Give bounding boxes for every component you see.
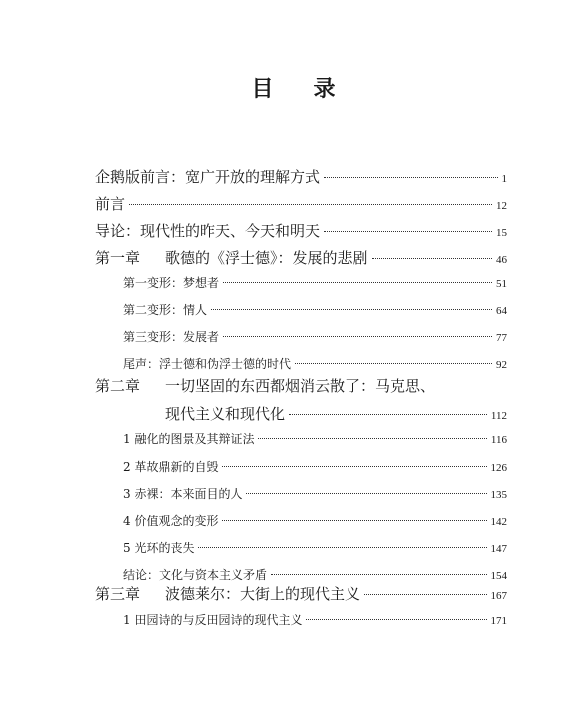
chapter-label: 第一章	[95, 249, 141, 267]
toc-entry-page: 167	[490, 590, 507, 602]
toc-entry-page: 116	[490, 434, 507, 446]
toc-entry-page: 135	[490, 489, 507, 501]
toc-subentry[interactable]	[123, 611, 507, 628]
toc-entry-title: 尾声：浮士德和伪浮士德的时代	[123, 357, 292, 371]
toc-entry-page: 1	[501, 173, 507, 185]
toc-subentry[interactable]	[123, 430, 507, 447]
toc-entry-title: 1 田园诗的与反田园诗的现代主义	[123, 613, 303, 627]
leader-dots	[372, 258, 492, 259]
toc-entry-title: 波德莱尔：大街上的现代主义	[165, 585, 361, 603]
toc-subentry[interactable]	[123, 566, 507, 583]
toc-entry-title: 第二变形：情人	[123, 303, 208, 317]
leader-dots	[306, 619, 486, 620]
toc-entry[interactable]	[95, 220, 507, 241]
toc-entry-page: 126	[490, 462, 507, 474]
toc-subentry[interactable]	[123, 539, 507, 556]
toc-entry-title: 一切坚固的东西都烟消云散了：马克思、	[165, 377, 436, 395]
toc-entry-page: 77	[496, 332, 507, 344]
toc-subentry[interactable]	[123, 301, 507, 318]
leader-dots	[324, 177, 497, 178]
toc-entry-title: 2 革故鼎新的自毁	[123, 460, 219, 474]
chapter-label: 第三章	[95, 585, 141, 603]
toc-entry-title: 4 价值观念的变形	[123, 514, 219, 528]
toc-entry-title: 结论：文化与资本主义矛盾	[123, 568, 268, 582]
toc-chapter-entry-cont[interactable]	[165, 403, 507, 424]
leader-dots	[289, 414, 487, 415]
leader-dots	[222, 520, 486, 521]
leader-dots	[246, 493, 486, 494]
leader-dots	[223, 336, 492, 337]
toc-entry-page: 154	[490, 570, 507, 582]
toc-entry-page: 15	[496, 227, 507, 239]
toc-subentry[interactable]	[123, 274, 507, 291]
toc-subentry[interactable]	[123, 458, 507, 475]
toc-subentry[interactable]	[123, 485, 507, 502]
title-char-2: 录	[313, 77, 336, 102]
toc-entry-title-cont: 现代主义和现代化	[165, 405, 286, 423]
toc-entry-title: 5 光环的丧失	[123, 541, 195, 555]
toc-entry-page: 64	[496, 305, 507, 317]
toc-entry[interactable]	[95, 193, 507, 214]
toc-entry-page: 171	[490, 615, 507, 627]
toc-subentry[interactable]	[123, 512, 507, 529]
toc-entry-page: 12	[496, 200, 507, 212]
toc-chapter-entry[interactable]	[95, 375, 507, 396]
toc-entry-title: 前言	[95, 195, 126, 213]
toc-subentry[interactable]	[123, 328, 507, 345]
toc-entry-page: 46	[496, 254, 507, 266]
leader-dots	[223, 282, 492, 283]
toc-entry-title: 歌德的《浮士德》：发展的悲剧	[165, 249, 368, 267]
toc-entry-title: 企鹅版前言：宽广开放的理解方式	[95, 168, 321, 186]
toc-entry-title: 第一变形：梦想者	[123, 276, 220, 290]
toc-entry-page: 147	[490, 543, 507, 555]
toc-entry-title: 3 赤裸：本来面目的人	[123, 487, 243, 501]
toc-chapter-entry[interactable]	[95, 583, 507, 604]
toc-entry-title: 第三变形：发展者	[123, 330, 220, 344]
toc-entry-page: 112	[490, 410, 507, 422]
leader-dots	[129, 204, 492, 205]
toc-entry-title: 导论：现代性的昨天、今天和明天	[95, 222, 321, 240]
toc-entry-page: 92	[496, 359, 507, 371]
title-char-1: 目	[251, 77, 274, 102]
leader-dots	[258, 438, 486, 439]
leader-dots	[198, 547, 486, 548]
leader-dots	[211, 309, 492, 310]
leader-dots	[364, 594, 486, 595]
toc-entry-page: 51	[496, 278, 507, 290]
toc-chapter-entry[interactable]	[95, 247, 507, 268]
leader-dots	[324, 231, 492, 232]
toc-subentry[interactable]	[123, 355, 507, 372]
chapter-label: 第二章	[95, 377, 141, 395]
toc-entry-title: 1 融化的图景及其辩证法	[123, 432, 255, 446]
toc-entry[interactable]	[95, 166, 507, 187]
leader-dots	[295, 363, 492, 364]
leader-dots	[271, 574, 486, 575]
leader-dots	[222, 466, 486, 467]
toc-entry-page: 142	[490, 516, 507, 528]
